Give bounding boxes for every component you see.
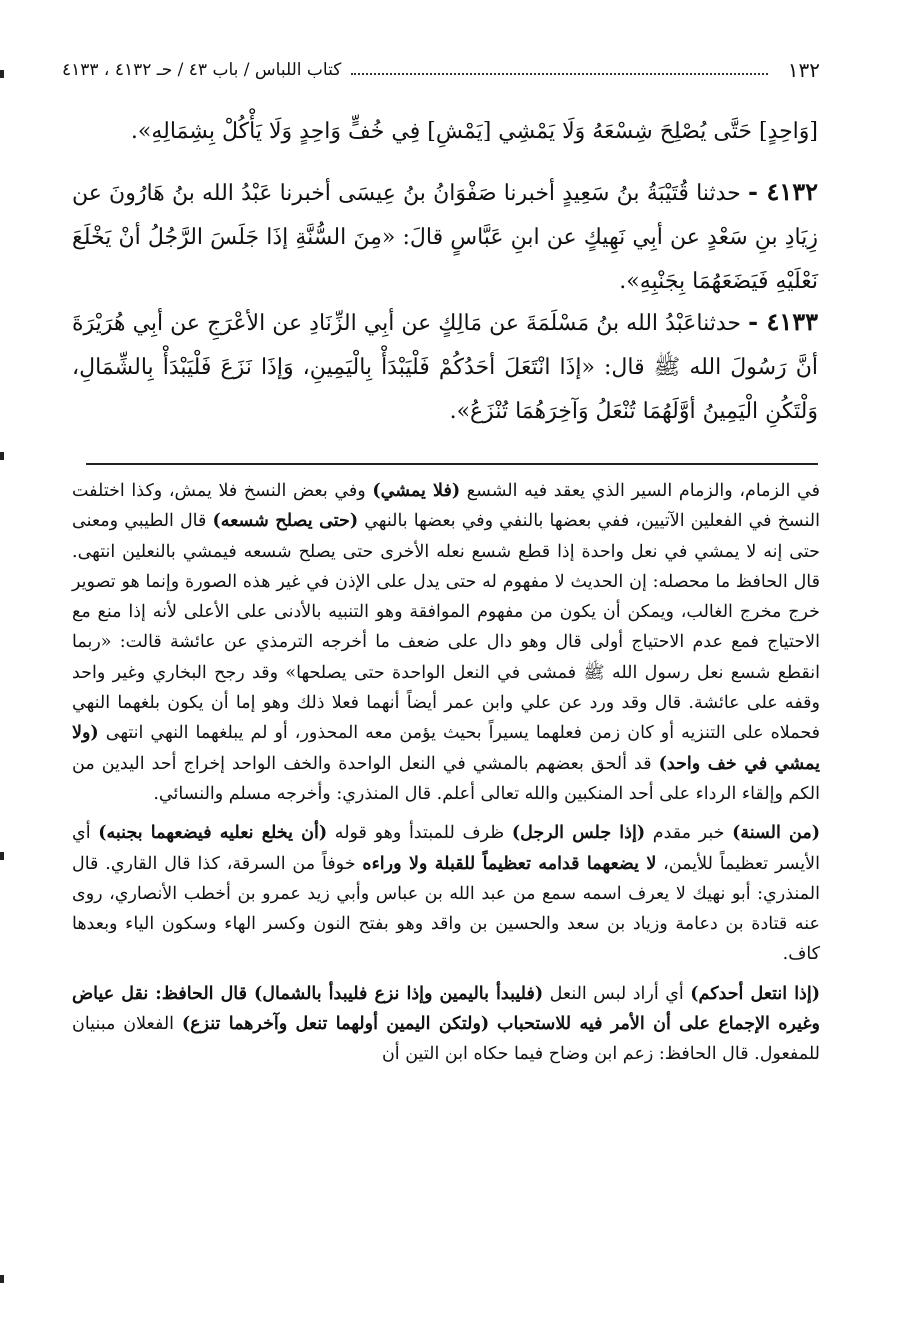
- commentary-bold: (ولا يمشي في خف واحد): [72, 723, 820, 774]
- commentary-bold: (أن يخلع نعليه فيضعهما بجنبه): [98, 823, 328, 844]
- hadith-4132: [72, 170, 818, 304]
- hadith-continuation: [وَاحِدٍ] حَتَّى يُصْلِحَ شِسْعَهُ وَلَا يَمْشِي [يَمْشِ] فِي خُفٍّ وَاحِدٍ وَلَا يَأْكُلْ بِشِمَالِهِ».: [130, 119, 818, 144]
- commentary-bold: لا يضعهما قدامه تعظيماً للقبلة ولا وراءه: [362, 853, 657, 874]
- commentary-text: ظرف للمبتدأ وهو قوله: [327, 823, 512, 844]
- hadith-text: حدثناعَبْدُ الله بنُ مَسْلَمَةَ عن مَالِكٍ عن أبِي الزِّنَادِ عن الأعْرَجِ عن أبِي هُرَيْرَةَ أنَّ رَسُولَ الله ﷺ قال: «إذَا انْتَعَلَ أحَدُكُمْ فَلْيَبْدَأْ بِالْيَمِينِ، وَإذَا نَزَعَ فَلْيَبْدَأْ بِالشِّمَالِ، وَلْتَكُنِ الْيَمِينُ أوَّلَهُمَا تُنْعَلُ وَآخِرَهُمَا تُنْزَعُ».: [72, 311, 818, 424]
- commentary-text: قد ألحق بعضهم بالمشي في النعل الواحدة والخف الواحد إخراج أحد اليدين من الكم وإلقاء الرداء على أحد المنكبين والله تعالى أعلم. قال المنذري: وأخرجه مسلم والنسائي.: [72, 753, 820, 804]
- commentary-bold: (إذا جلس الرجل): [511, 823, 646, 844]
- commentary-paragraph: [72, 476, 820, 809]
- commentary-bold: (فليبدأ باليمين وإذا نزع فليبدأ بالشمال) قال الحافظ: نقل عياض وغيره الإجماع على أن الأمر فيه للاستحباب: [72, 983, 820, 1035]
- commentary-text: الفعلان مبنيان للمفعول. قال الحافظ: زعم ابن وضاح فيما حكاه ابن التين أن: [72, 1014, 820, 1065]
- commentary-bold: (ولتكن اليمين أولهما تنعل وآخرهما تنزع): [181, 1014, 490, 1035]
- page-header: [62, 56, 820, 84]
- commentary-text: أي الأيسر تعظيماً للأيمن،: [72, 823, 820, 874]
- commentary-paragraph: [72, 979, 820, 1070]
- commentary-paragraph: [72, 818, 820, 969]
- commentary-text: في الزمام، والزمام السير الذي يعقد فيه الشسع: [460, 481, 820, 501]
- page-number: ١٣٢: [787, 58, 820, 82]
- margin-mark: [0, 452, 4, 460]
- commentary-text: أي أراد لبس النعل: [543, 983, 691, 1004]
- margin-mark: [0, 70, 4, 78]
- commentary-bold: (حتى يصلح شسعه): [212, 511, 359, 532]
- commentary-separator: [86, 463, 818, 465]
- header-dotted-leader: [351, 73, 767, 75]
- commentary-section: [72, 476, 820, 1070]
- commentary-text: [489, 1014, 497, 1034]
- commentary-text: خبر مقدم: [645, 823, 733, 844]
- hadith-4133: [72, 300, 818, 434]
- commentary-bold: (فلا يمشي): [372, 481, 461, 501]
- hadith-text: حدثنا قُتَيْبَةُ بنُ سَعِيدٍ أخبرنا صَفْوَانُ بنُ عِيسَى أخبرنا عَبْدُ الله بنُ هَارُونَ عن زِيَادِ بنِ سَعْدٍ عن أبِي نَهِيكٍ عن ابنِ عَبَّاسٍ قالَ: «مِنَ السُّنَّةِ إذَا جَلَسَ الرَّجُلُ أنْ يَخْلَعَ نَعْلَيْهِ فَيَضَعَهُمَا بِجَنْبِهِ».: [72, 181, 818, 294]
- hadith-number: ٤١٣٣ -: [748, 307, 818, 336]
- commentary-bold: (إذا انتعل أحدكم): [690, 983, 820, 1004]
- commentary-text: وفي بعض النسخ فلا يمش، وكذا اختلفت النسخ في الفعلين الآتيين، ففي بعضها بالنفي وفي بعضها بالنهي: [72, 481, 820, 532]
- commentary-text: خوفاً من السرقة، كذا قال القاري. قال المنذري: أبو نهيك لا يعرف اسمه سمع من عبد الله بن عباس وأبي زيد عمرو بن أخطب الأنصاري، روى عنه قتادة بن دعامة وزياد بن سعد والحسين بن واقد وهو بفتح النون وكسر الهاء وسكون الياء وبعدها كاف.: [72, 853, 820, 965]
- margin-mark: [0, 852, 4, 860]
- commentary-text: قال الطيبي ومعنى حتى إنه لا يمشي في نعل واحدة إذا قطع شسع نعله الأخرى حتى يصلح شسعه فيمشي بالنعلين انتهى. قال الحافظ ما محصله: إن الحديث لا مفهوم له حتى يدل على الإذن في غير هذه الصورة وإنما هو تصوير خرج مخرج الغالب، ويمكن أن يكون من مفهوم الموافقة وهو التنبيه بالأدنى على الأعلى لأنه إذا منع مع الاحتياج فمع عدم الاحتياج أولى قال وهو دال على ضعف ما أخرجه الترمذي عن عائشة قالت: «ربما انقطع شسع نعل رسول الله ﷺ فمشى في النعل الواحدة حتى يصلحها» وقد رجح البخاري وغير واحد وقفه على عائشة. قال وقد ورد عن علي وابن عمر أيضاً أنهما فعلا ذلك وهو إما أن يكون بلغهما النهي فحملاه على التنزيه أو كان زمن فعلهما يسيراً بحيث يؤمن معه المحذور، أو لم يبلغهما النهي انتهى: [72, 511, 820, 744]
- margin-mark: [0, 1275, 4, 1283]
- hadith-number: ٤١٣٢ -: [747, 177, 819, 206]
- commentary-bold: (من السنة): [732, 823, 820, 844]
- running-title: كتاب اللباس / باب ٤٣ / حـ ٤١٣٢ ، ٤١٣٣: [62, 60, 342, 80]
